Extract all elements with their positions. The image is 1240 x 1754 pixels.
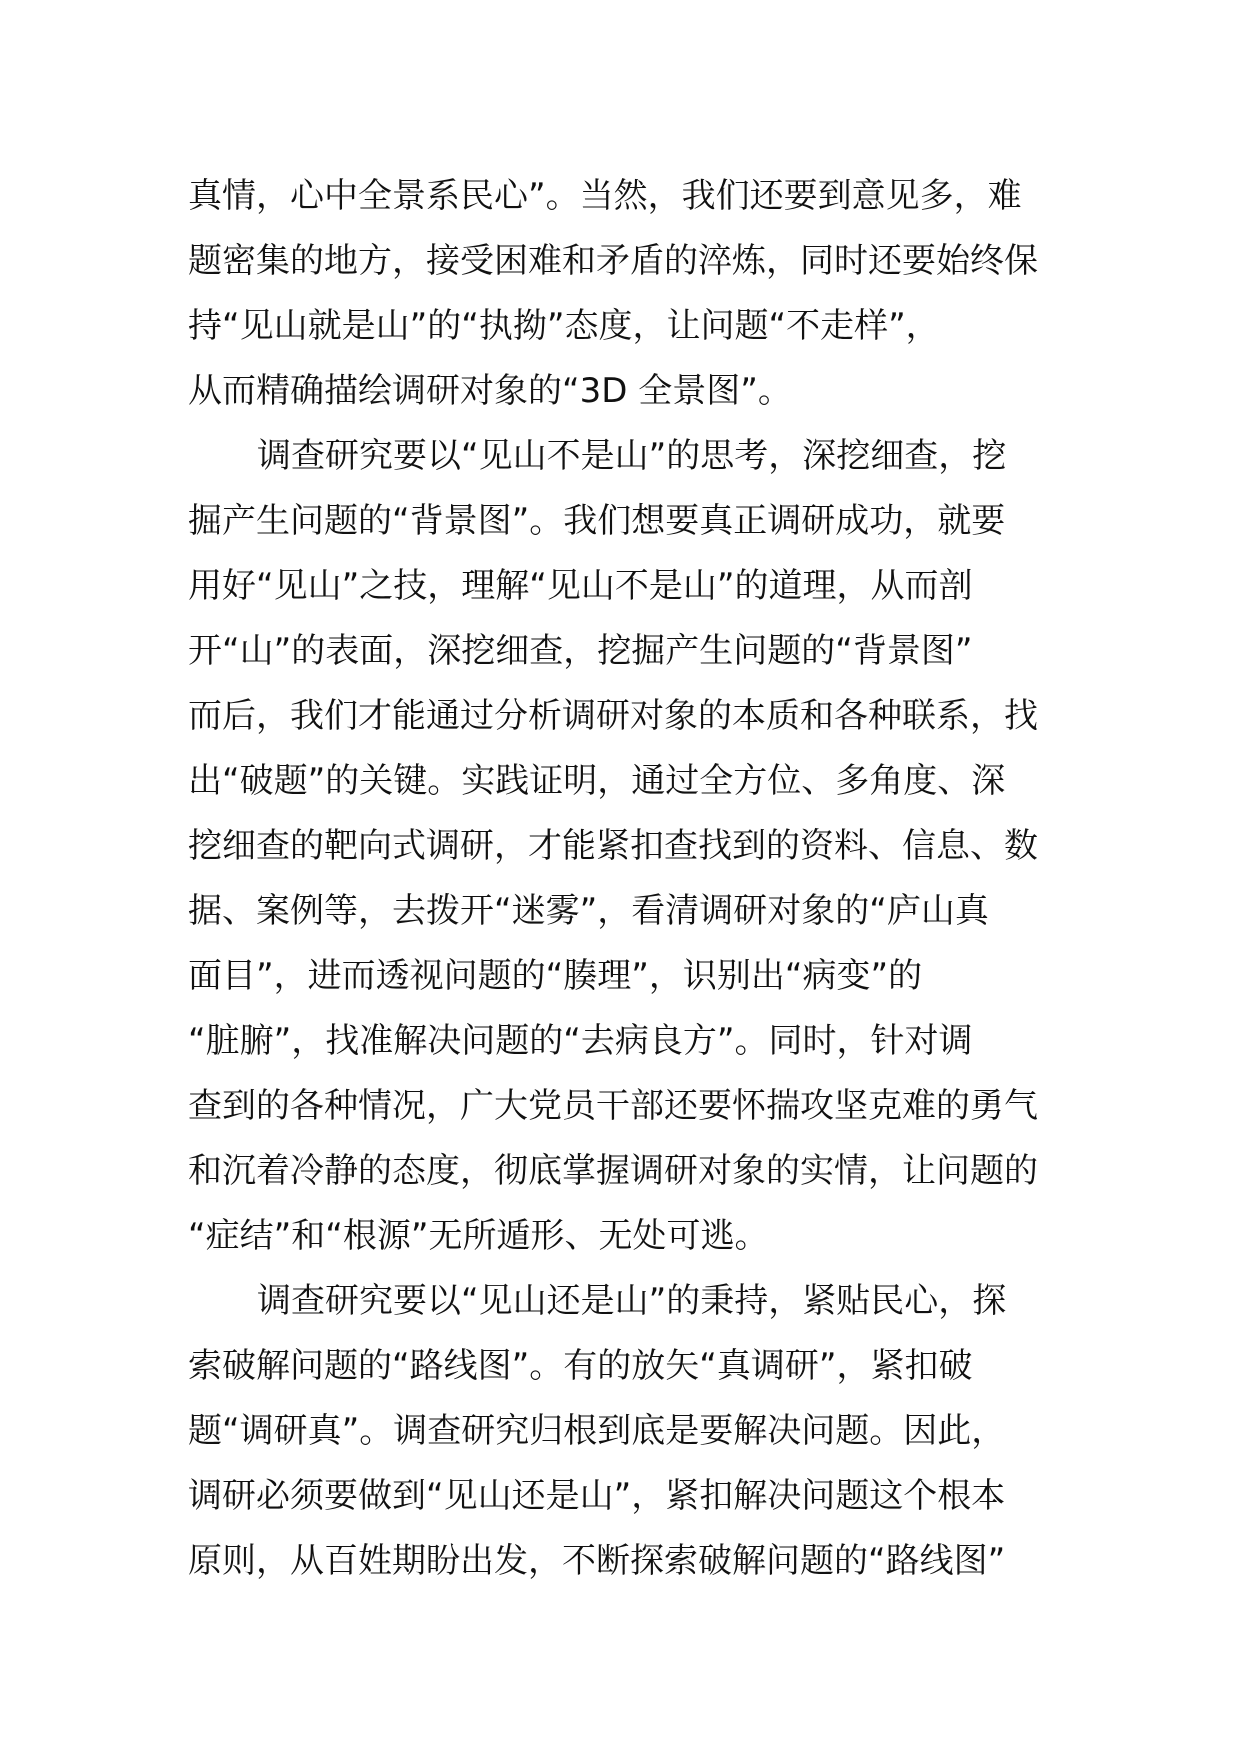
paragraph-start-line: 调查研究要以“见山不是山”的思考，深挖细查，挖 [257, 436, 1007, 476]
text-line: 查到的各种情况，广大党员干部还要怀揣攻坚克难的勇气 [188, 1086, 1038, 1126]
text-line: 用好“见山”之技，理解“见山不是山”的道理，从而剖 [188, 566, 973, 606]
body-text [188, 164, 1058, 1594]
text-line: “症结”和“根源”无所遁形、无处可逃。 [188, 1216, 769, 1256]
text-line: 挖细查的靶向式调研，才能紧扣查找到的资料、信息、数 [188, 826, 1038, 866]
text-line: 而后，我们才能通过分析调研对象的本质和各种联系，找 [188, 696, 1038, 736]
text-line: 索破解问题的“路线图”。有的放矢“真调研”，紧扣破 [188, 1346, 973, 1386]
text-line: 持“见山就是山”的“执拗”态度，让问题“不走样”， [188, 306, 940, 346]
text-line: 题密集的地方，接受困难和矛盾的淬炼，同时还要始终保 [188, 241, 1038, 281]
text-line: 开“山”的表面，深挖细查，挖掘产生问题的“背景图” [188, 631, 973, 671]
text-line: 面目”，进而透视问题的“腠理”，识别出“病变”的 [188, 956, 923, 996]
text-line: 题“调研真”。调查研究归根到底是要解决问题。因此， [188, 1411, 1006, 1451]
text-line: 从而精确描绘调研对象的“3D 全景图”。 [188, 371, 792, 411]
text-line: “脏腑”，找准解决问题的“去病良方”。同时，针对调 [188, 1021, 973, 1061]
text-line: 和沉着冷静的态度，彻底掌握调研对象的实情，让问题的 [188, 1151, 1038, 1191]
text-line: 调研必须要做到“见山还是山”，紧扣解决问题这个根本 [188, 1476, 1006, 1516]
text-line: 真情，心中全景系民心”。当然，我们还要到意见多，难 [188, 176, 1022, 216]
text-line: 掘产生问题的“背景图”。我们想要真正调研成功，就要 [188, 501, 1006, 541]
text-line: 原则，从百姓期盼出发，不断探索破解问题的“路线图” [188, 1541, 1006, 1581]
text-line: 出“破题”的关键。实践证明，通过全方位、多角度、深 [188, 761, 1006, 801]
paragraph-start-line: 调查研究要以“见山还是山”的秉持，紧贴民心，探 [257, 1281, 1007, 1321]
text-line: 据、案例等，去拨开“迷雾”，看清调研对象的“庐山真 [188, 891, 989, 931]
